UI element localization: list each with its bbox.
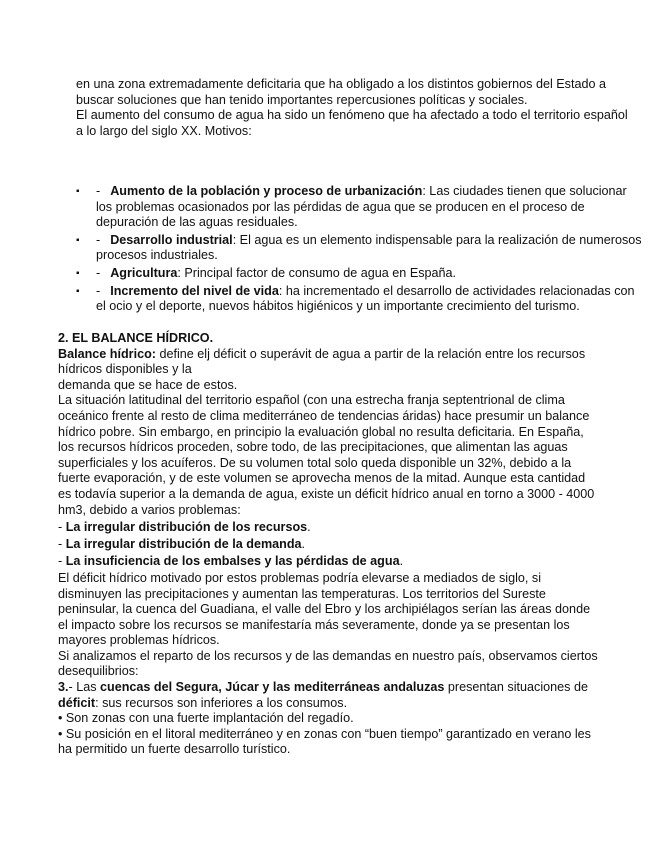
problem-title: La irregular distribución de la demanda (65, 536, 302, 551)
paragraph: Si analizamos el reparto de los recursos y de las demandas en nuestro país, observamos ciertos desequilibrios: (58, 648, 598, 679)
bullet-dash: - (96, 283, 101, 298)
list-item (76, 284, 644, 315)
problem-title: La irregular distribución de los recursos (65, 519, 308, 534)
bullet-title: Aumento de la población y proceso de urbanización (110, 184, 423, 198)
sub-bullet: • Son zonas con una fuerte implantación del regadío. (58, 711, 354, 726)
bullet-dash: - (96, 232, 101, 247)
list-item (58, 554, 598, 570)
list-end: . (307, 519, 311, 534)
point-text: - Las (68, 680, 101, 695)
list-end: . (301, 536, 306, 551)
list-item (76, 266, 644, 282)
intro-line: El aumento del consumo de agua ha sido un fenómeno que ha afectado a todo el territorio español (76, 108, 628, 123)
list-dash: - (58, 519, 66, 534)
bullet-text: : Principal factor de consumo de agua en España. (177, 265, 457, 280)
paragraph: La situación latitudinal del territorio español (con una estrecha franja septentrional de clima oceánico frente al resto de clima mediterráneo de tendencias áridas) hace presumir un balance hídrico pobre. Sin embargo, en principio la evaluación global no resulta deficitaria. En España, los recursos hídricos proceden, sobre todo, de las precipitaciones, que alimentan las aguas superficiales y los acuíferos. De su volumen total solo queda disponible un 32%, debido a la fuerte evaporación, y de este volumen se aprovecha menos de la mitad. Aunque esta cantidad es todavía superior a la demanda de agua, existe un déficit hídrico anual en torno a 3000 - 4000 hm3, debido a varios problemas: (58, 393, 595, 517)
bullet-text: : El agua es un elemento indispensable para la realización de numerosos procesos industriales. (96, 232, 642, 263)
section-heading: 2. EL BALANCE HÍDRICO. (58, 331, 214, 345)
bullet-text: : Las ciudades tienen que solucionar los problemas ocasionados por las pérdidas de agua que se producen en el proceso de depuración de las aguas residuales. (96, 184, 627, 230)
definition-term: Balance hídrico: (58, 346, 156, 361)
bullet-title: Agricultura (110, 265, 178, 280)
list-item (76, 233, 644, 264)
definition-text: define elj déficit o superávit de agua a partir de la relación entre los recursos hídricos disponibles y la (58, 346, 586, 377)
list-dash: - (58, 536, 66, 551)
intro-paragraph (76, 77, 646, 139)
bullet-text: : ha incrementado el desarrollo de actividades relacionadas con el ocio y el deporte, nuevos hábitos higiénicos y un importante crecimiento del turismo. (96, 283, 635, 314)
problem-title: La insuficiencia de los embalses y las pérdidas de agua (65, 553, 400, 568)
point-text: : sus recursos son inferiores a los consumos. (95, 695, 348, 710)
point-number: 3. (58, 680, 69, 695)
intro-line: en una zona extremadamente deficitaria que ha obligado a los distintos gobiernos del Estado a (76, 77, 606, 91)
bullet-title: Desarrollo industrial (110, 232, 233, 247)
list-item (58, 520, 598, 536)
bullet-marker: ▪ (76, 234, 80, 246)
bullet-title: Incremento del nivel de vida (110, 283, 279, 298)
bullet-marker: ▪ (76, 267, 80, 279)
list-item (58, 537, 598, 553)
point-bold: déficit (58, 695, 96, 710)
definition-continuation: demanda que se hace de estos. (58, 377, 238, 392)
bullet-marker: ▪ (76, 285, 80, 297)
bullet-dash: - (96, 265, 101, 280)
intro-line: buscar soluciones que han tenido importantes repercusiones políticas y sociales. (76, 92, 528, 107)
point-bold: cuencas del Segura, Júcar y las mediterráneas andaluzas (100, 680, 445, 695)
bullet-dash: - (96, 184, 101, 198)
list-dash: - (58, 553, 66, 568)
bullet-marker: ▪ (76, 186, 80, 197)
motives-list (76, 184, 644, 317)
list-item (76, 184, 644, 231)
sub-bullet: • Su posición en el litoral mediterráneo y en zonas con “buen tiempo” garantizado en verano les ha permitido un fuerte desarrollo turístico. (58, 726, 591, 757)
list-end: . (399, 553, 404, 568)
paragraph: El déficit hídrico motivado por estos problemas podría elevarse a mediados de siglo, si disminuyen las precipitaciones y aumentan las temperaturas. Los territorios del Sureste peninsular, la cuenca del Guadiana, el valle del Ebro y los archipiélagos serían las áreas donde el impacto sobre los recursos se manifestaría más severamente, donde ya se presentan los mayores problemas hídricos. (58, 570, 591, 648)
definition-paragraph (58, 347, 598, 378)
balance-section (58, 331, 598, 758)
point-paragraph (58, 680, 598, 711)
intro-line: a lo largo del siglo XX. Motivos: (76, 123, 252, 138)
point-text: presentan situaciones de (444, 680, 588, 695)
